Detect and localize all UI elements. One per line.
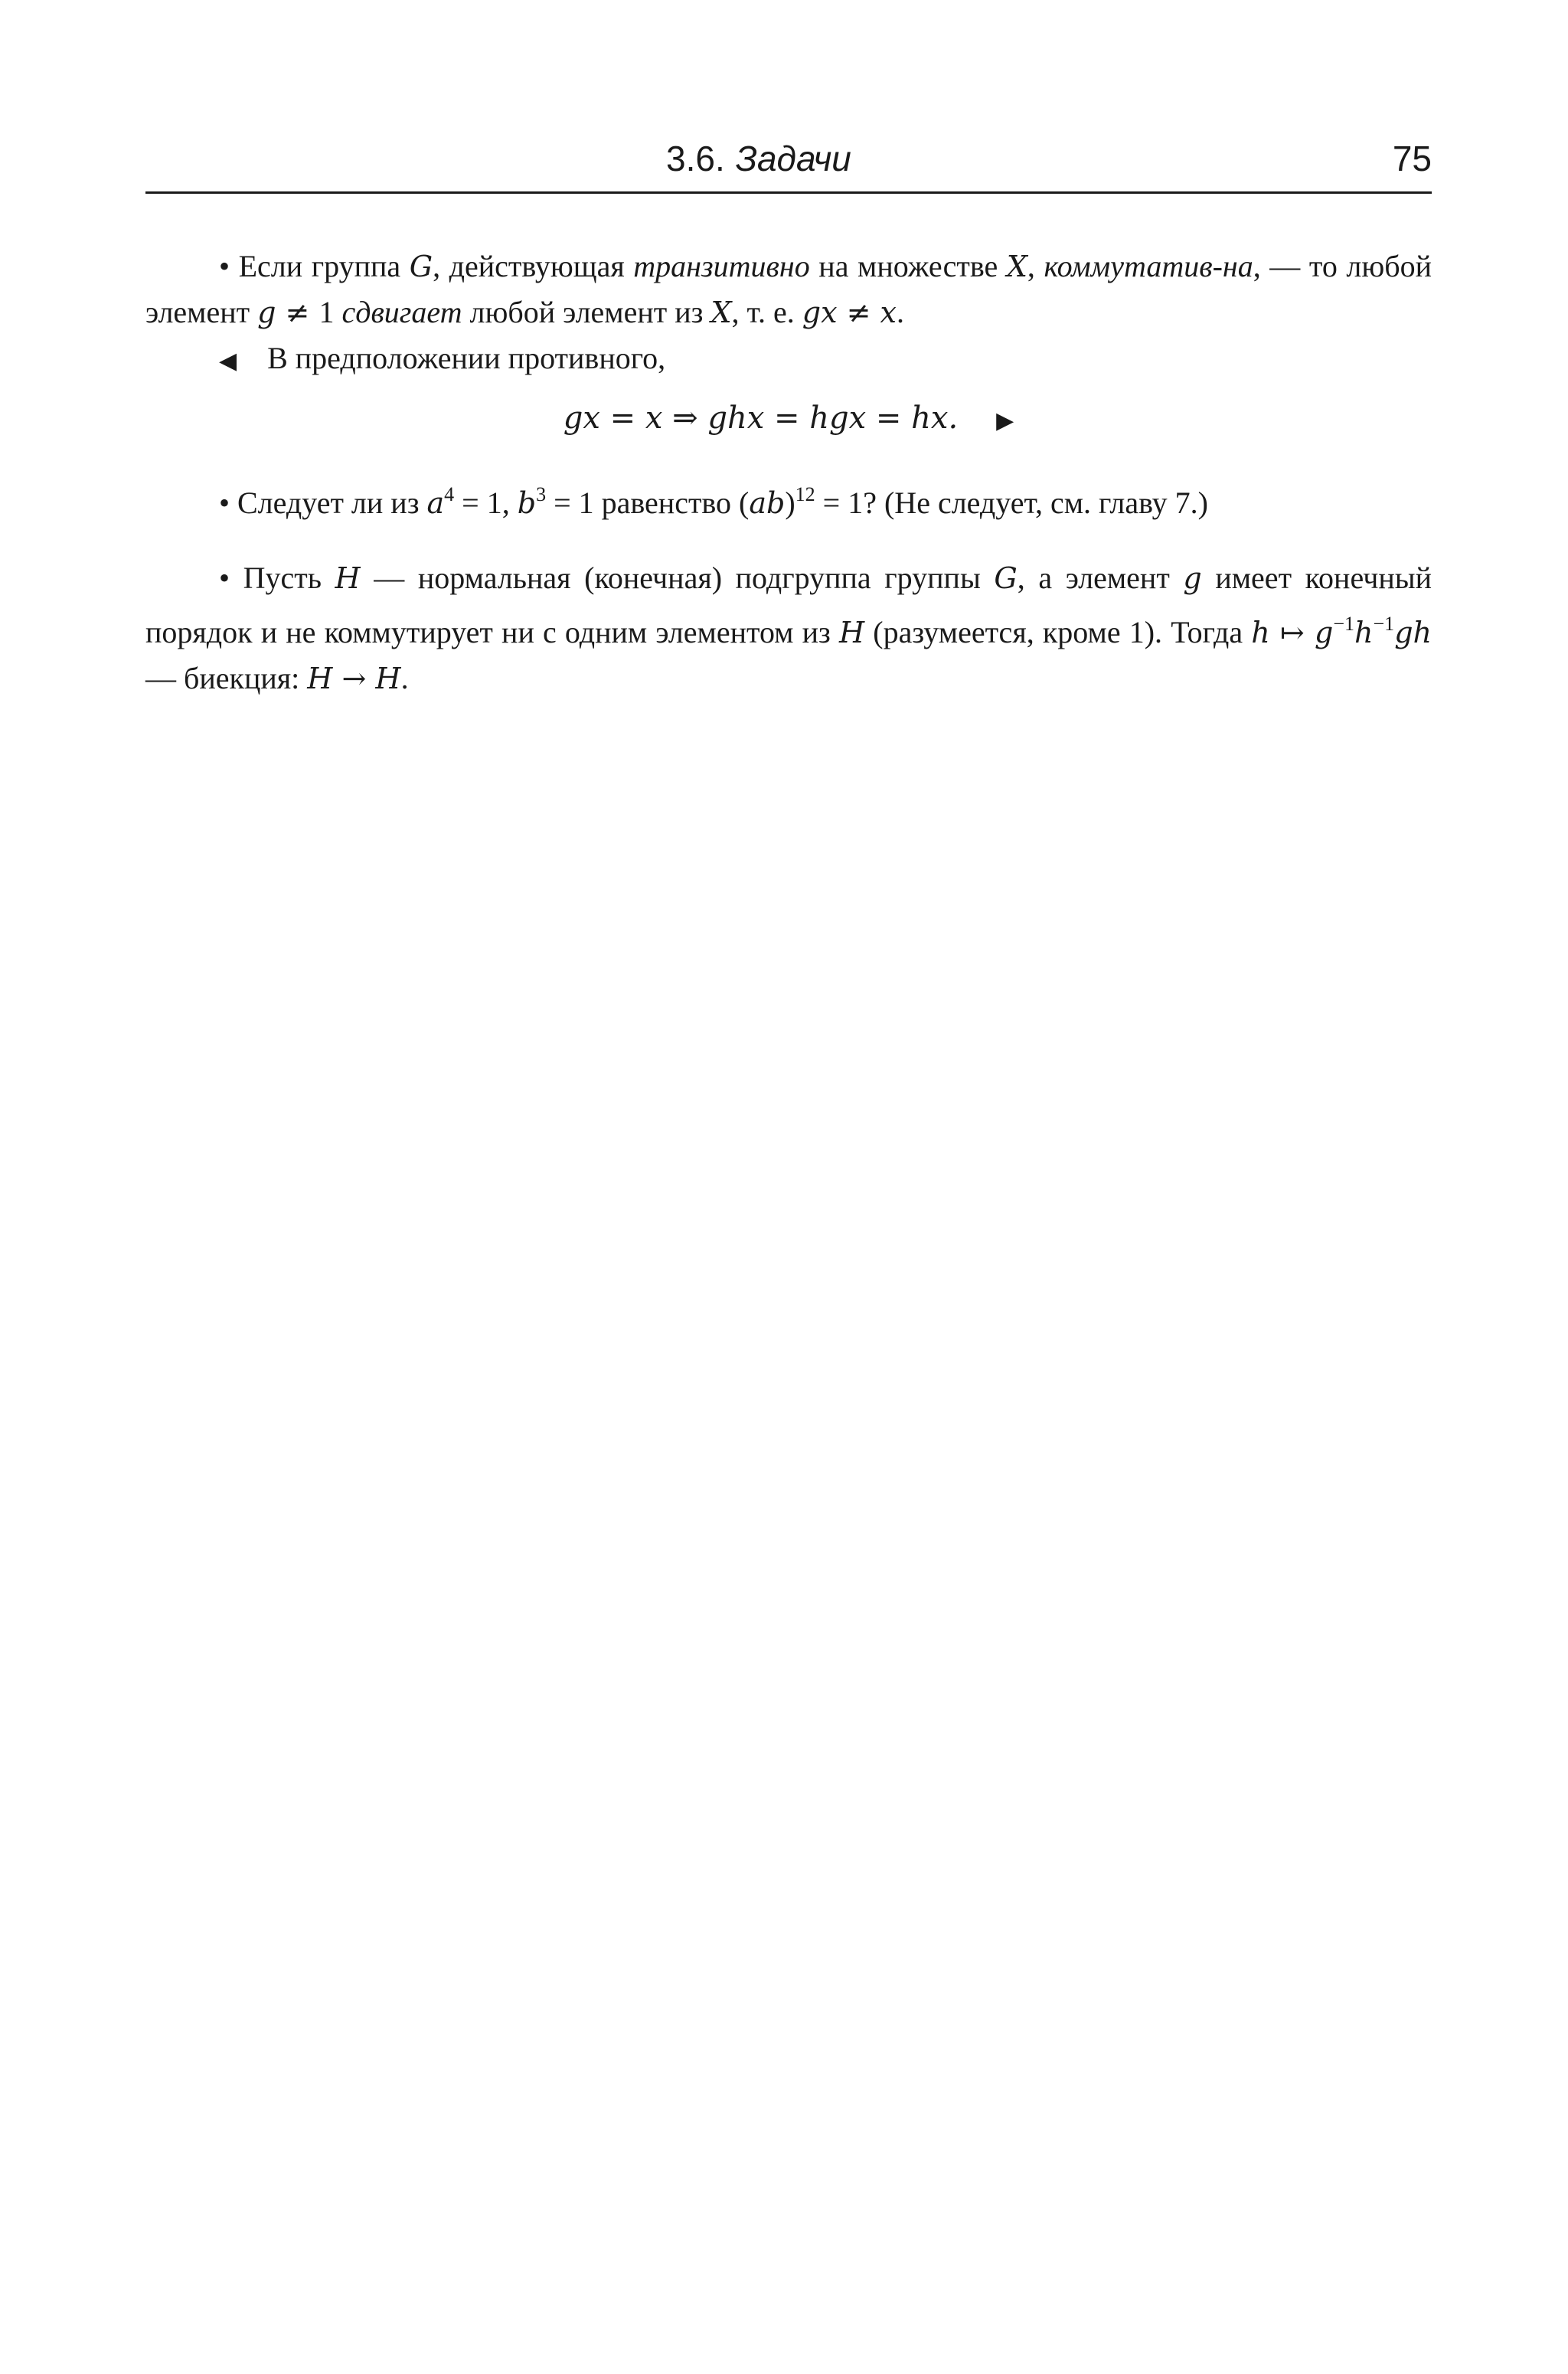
running-header bbox=[145, 132, 1432, 187]
formula-text: gx = x ⇒ ghx = hgx = hx. bbox=[563, 401, 959, 436]
problem-normal-subgroup: • Пусть H — нормальная (конечная) подгруппа группы G, а элемент g имеет конечный порядок и не коммутирует ни с одним элементом из H (разумеется, кроме 1). Тогда h ↦ $g^{-1}h^{-1}gh$ — биекция: H → H. bbox=[145, 561, 1432, 695]
section-name: Задачи bbox=[735, 139, 851, 178]
spacer bbox=[145, 526, 1432, 555]
proof-text: В предположении противного, bbox=[267, 341, 666, 375]
spacer bbox=[145, 455, 1432, 472]
header-rule bbox=[145, 191, 1432, 194]
problem-transitive-commutative: • Если группа G, действующая транзитивно на множестве X, коммутатив-на, — то любой элемент g ≠ 1 сдвигает любой элемент из X, т. е. gx ≠ x. bbox=[145, 249, 1432, 329]
proof-start bbox=[145, 335, 1432, 384]
proof-end-marker: ▶ bbox=[996, 407, 1014, 434]
section-heading bbox=[666, 138, 851, 179]
display-formula bbox=[145, 395, 1432, 444]
problem-abab: • Следует ли из $a^4 = 1$, $b^3 = 1$ равенство (ab)$^{12}$ = 1? (Не следует, см. главу 7.) bbox=[219, 483, 1208, 520]
body-text bbox=[145, 244, 1432, 701]
proof-start-marker: ◀ bbox=[219, 348, 237, 374]
section-number: 3.6. bbox=[666, 139, 725, 178]
page-number: 75 bbox=[1392, 139, 1432, 178]
book-page bbox=[145, 0, 1432, 2374]
